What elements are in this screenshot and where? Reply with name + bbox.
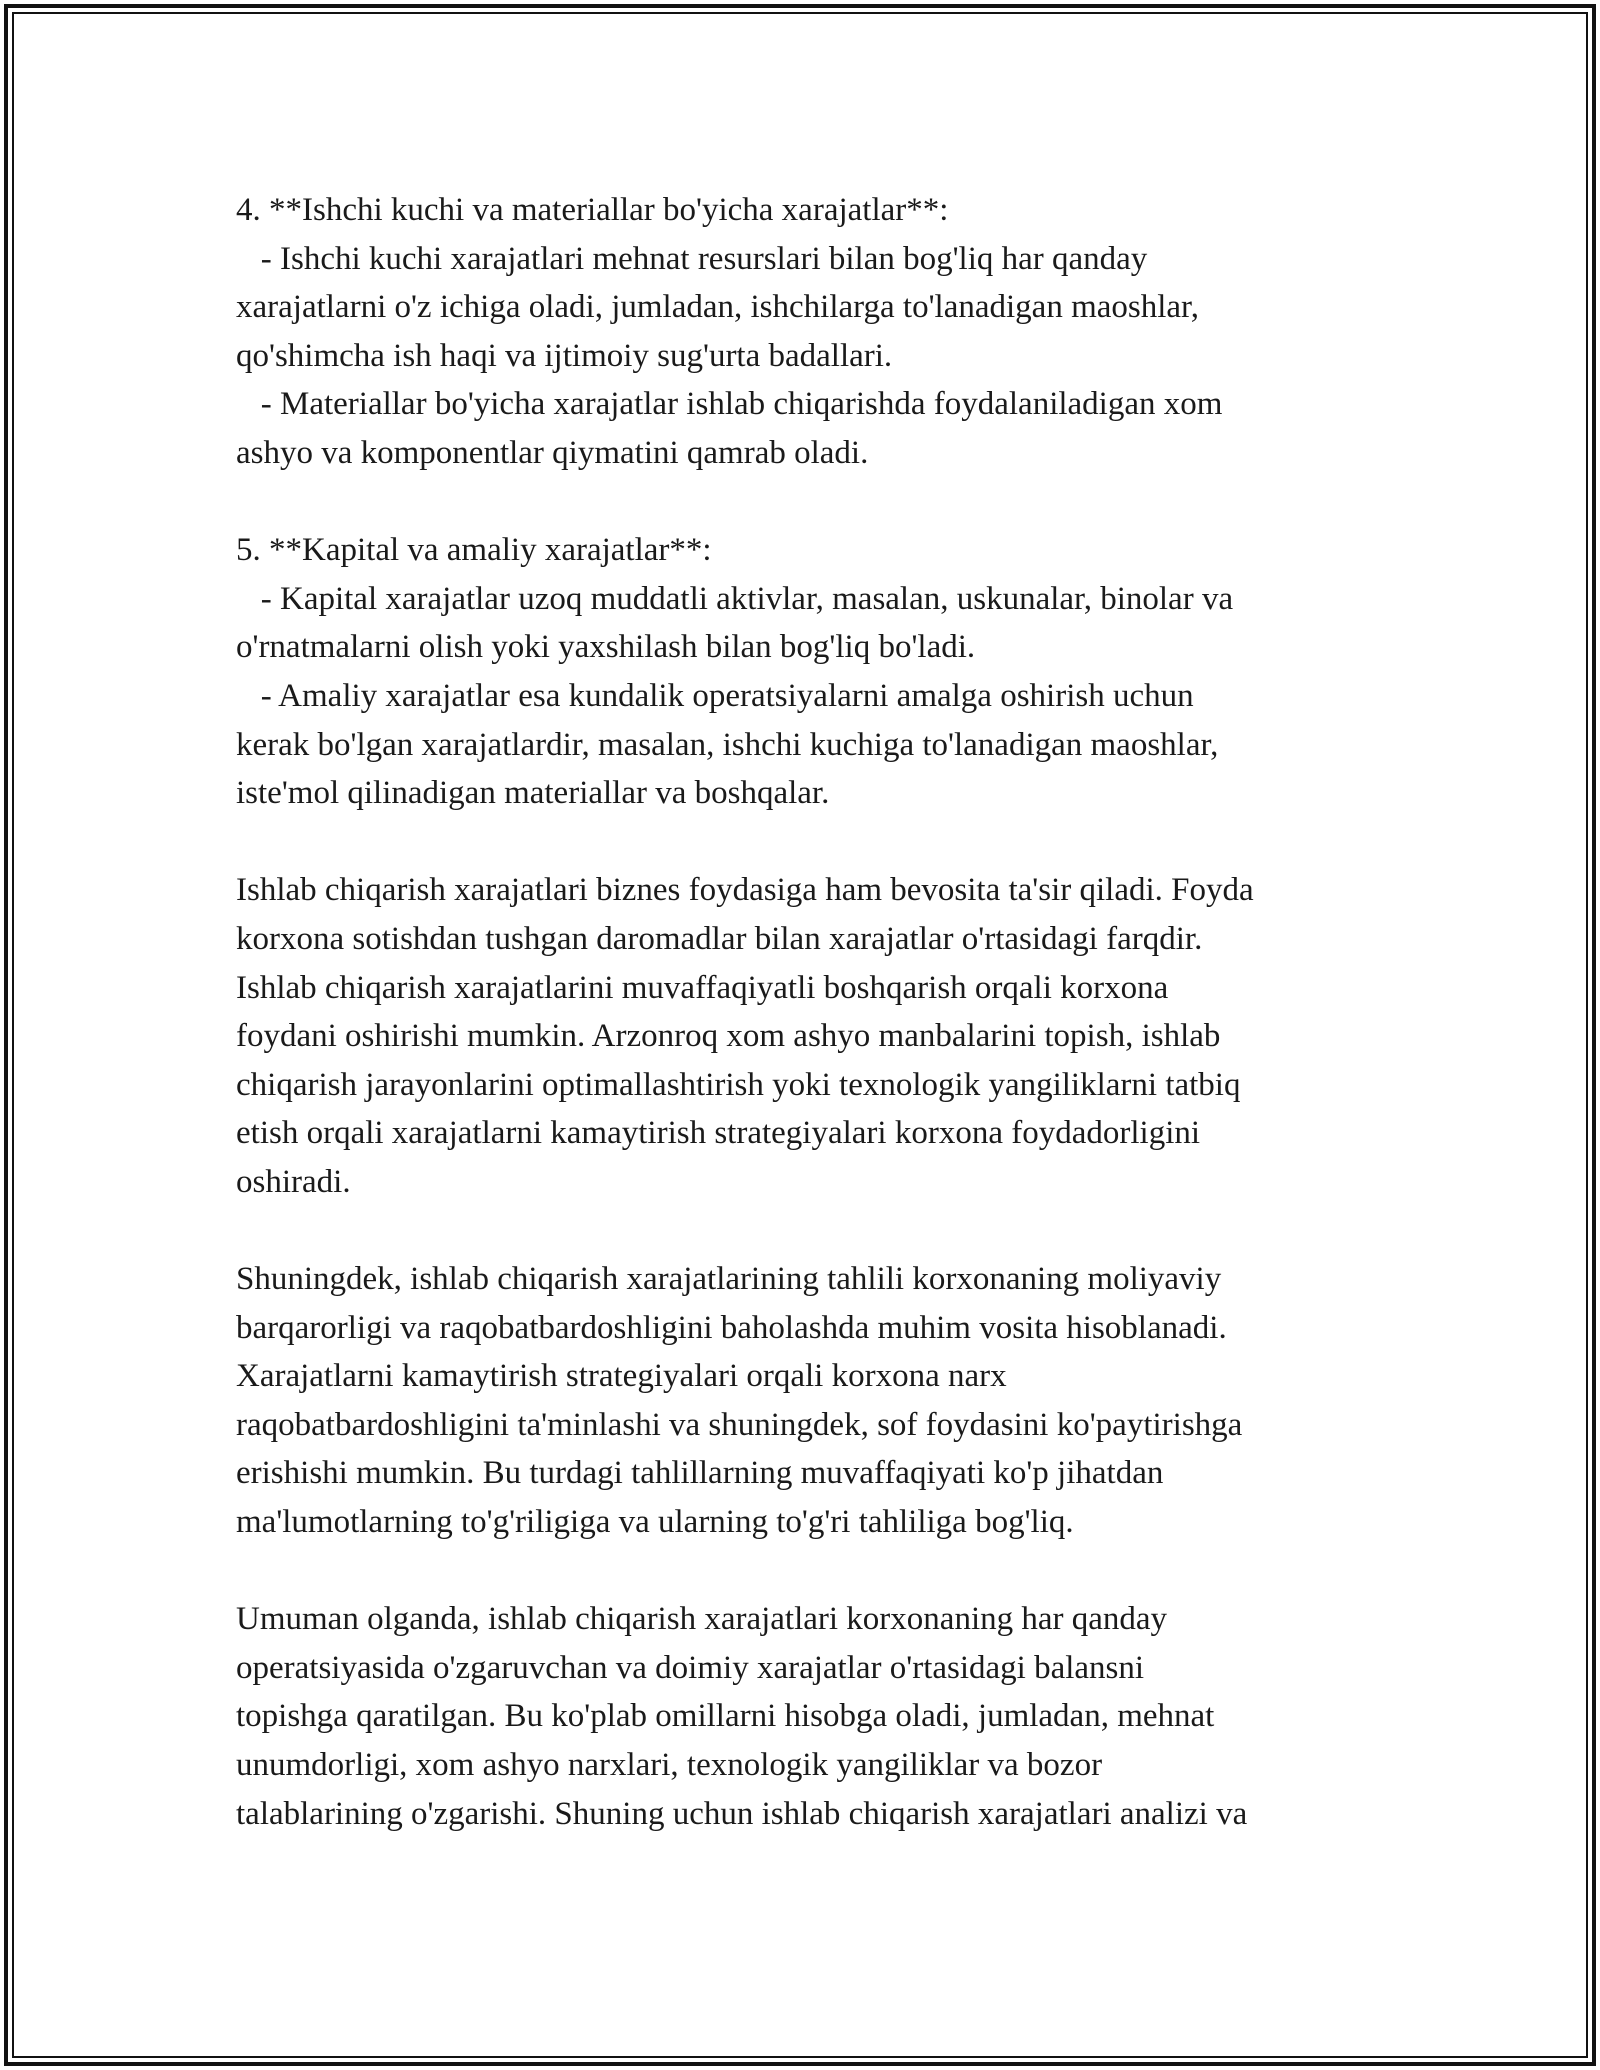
- paragraph: [236, 1595, 1406, 1838]
- text-line: Xarajatlarni kamaytirish strategiyalari orqali korxona narx: [236, 1358, 1007, 1395]
- text-line: Ishlab chiqarish xarajatlarini muvaffaqiyatli boshqarish orqali korxona: [236, 969, 1169, 1006]
- text-line: ma'lumotlarning to'g'riligiga va ularning to'g'ri tahliliga bog'liq.: [236, 1504, 1074, 1541]
- paragraph-gap: [236, 1206, 1406, 1255]
- text-line: Shuningdek, ishlab chiqarish xarajatlarining tahlili korxonaning moliyaviy: [236, 1261, 1222, 1298]
- text-line: - Amaliy xarajatlar esa kundalik operatsiyalarni amalga oshirish uchun: [236, 677, 1194, 714]
- text-line: - Materiallar bo'yicha xarajatlar ishlab chiqarishda foydalaniladigan xom: [236, 386, 1223, 423]
- paragraph: [236, 866, 1406, 1206]
- text-line: chiqarish jarayonlarini optimallashtirish yoki texnologik yangiliklarni tatbiq: [236, 1066, 1241, 1103]
- text-line: korxona sotishdan tushgan daromadlar bilan xarajatlar o'rtasidagi farqdir.: [236, 920, 1203, 957]
- text-line: foydani oshirishi mumkin. Arzonroq xom ashyo manbalarini topish, ishlab: [236, 1018, 1221, 1055]
- text-line: iste'mol qilinadigan materiallar va boshqalar.: [236, 775, 830, 812]
- paragraph: [236, 186, 1406, 478]
- text-line: raqobatbardoshligini ta'minlashi va shuningdek, sof foydasini ko'paytirishga: [236, 1406, 1243, 1443]
- text-line: - Kapital xarajatlar uzoq muddatli aktivlar, masalan, uskunalar, binolar va: [236, 580, 1234, 617]
- text-line: etish orqali xarajatlarni kamaytirish strategiyalari korxona foydadorligini: [236, 1115, 1201, 1152]
- text-line: Umuman olganda, ishlab chiqarish xarajatlari korxonaning har qanday: [236, 1601, 1168, 1638]
- text-line: 5. **Kapital va amaliy xarajatlar**:: [236, 532, 712, 569]
- text-line: - Ishchi kuchi xarajatlari mehnat resurslari bilan bog'liq har qanday: [236, 240, 1148, 277]
- text-line: 4. **Ishchi kuchi va materiallar bo'yicha xarajatlar**:: [236, 192, 949, 228]
- text-line: unumdorligi, xom ashyo narxlari, texnologik yangiliklar va bozor: [236, 1747, 1103, 1783]
- text-line: xarajatlarni o'z ichiga oladi, jumladan, ishchilarga to'lanadigan maoshlar,: [236, 289, 1199, 326]
- paragraph-gap: [236, 478, 1406, 527]
- paragraph-gap: [236, 818, 1406, 867]
- text-line: topishga qaratilgan. Bu ko'plab omillarni hisobga oladi, jumladan, mehnat: [236, 1698, 1215, 1735]
- text-line: kerak bo'lgan xarajatlardir, masalan, ishchi kuchiga to'lanadigan maoshlar,: [236, 726, 1219, 763]
- text-line: oshiradi.: [236, 1163, 351, 1200]
- paragraph-gap: [236, 1547, 1406, 1596]
- text-line: erishishi mumkin. Bu turdagi tahlillarning muvaffaqiyati ko'p jihatdan: [236, 1455, 1164, 1492]
- text-line: operatsiyasida o'zgaruvchan va doimiy xarajatlar o'rtasidagi balansni: [236, 1649, 1145, 1686]
- text-line: qo'shimcha ish haqi va ijtimoiy sug'urta badallari.: [236, 337, 893, 374]
- paragraph: [236, 1255, 1406, 1547]
- text-line: talablarining o'zgarishi. Shuning uchun ishlab chiqarish xarajatlari analizi va: [236, 1795, 1248, 1832]
- text-line: ashyo va komponentlar qiymatini qamrab oladi.: [236, 434, 869, 471]
- document-body: [236, 186, 1406, 1838]
- text-line: barqarorligi va raqobatbardoshligini baholashda muhim vosita hisoblanadi.: [236, 1309, 1227, 1346]
- text-line: o'rnatmalarni olish yoki yaxshilash bilan bog'liq bo'ladi.: [236, 629, 976, 666]
- text-line: Ishlab chiqarish xarajatlari biznes foydasiga ham bevosita ta'sir qiladi. Foyda: [236, 872, 1254, 909]
- paragraph: [236, 526, 1406, 818]
